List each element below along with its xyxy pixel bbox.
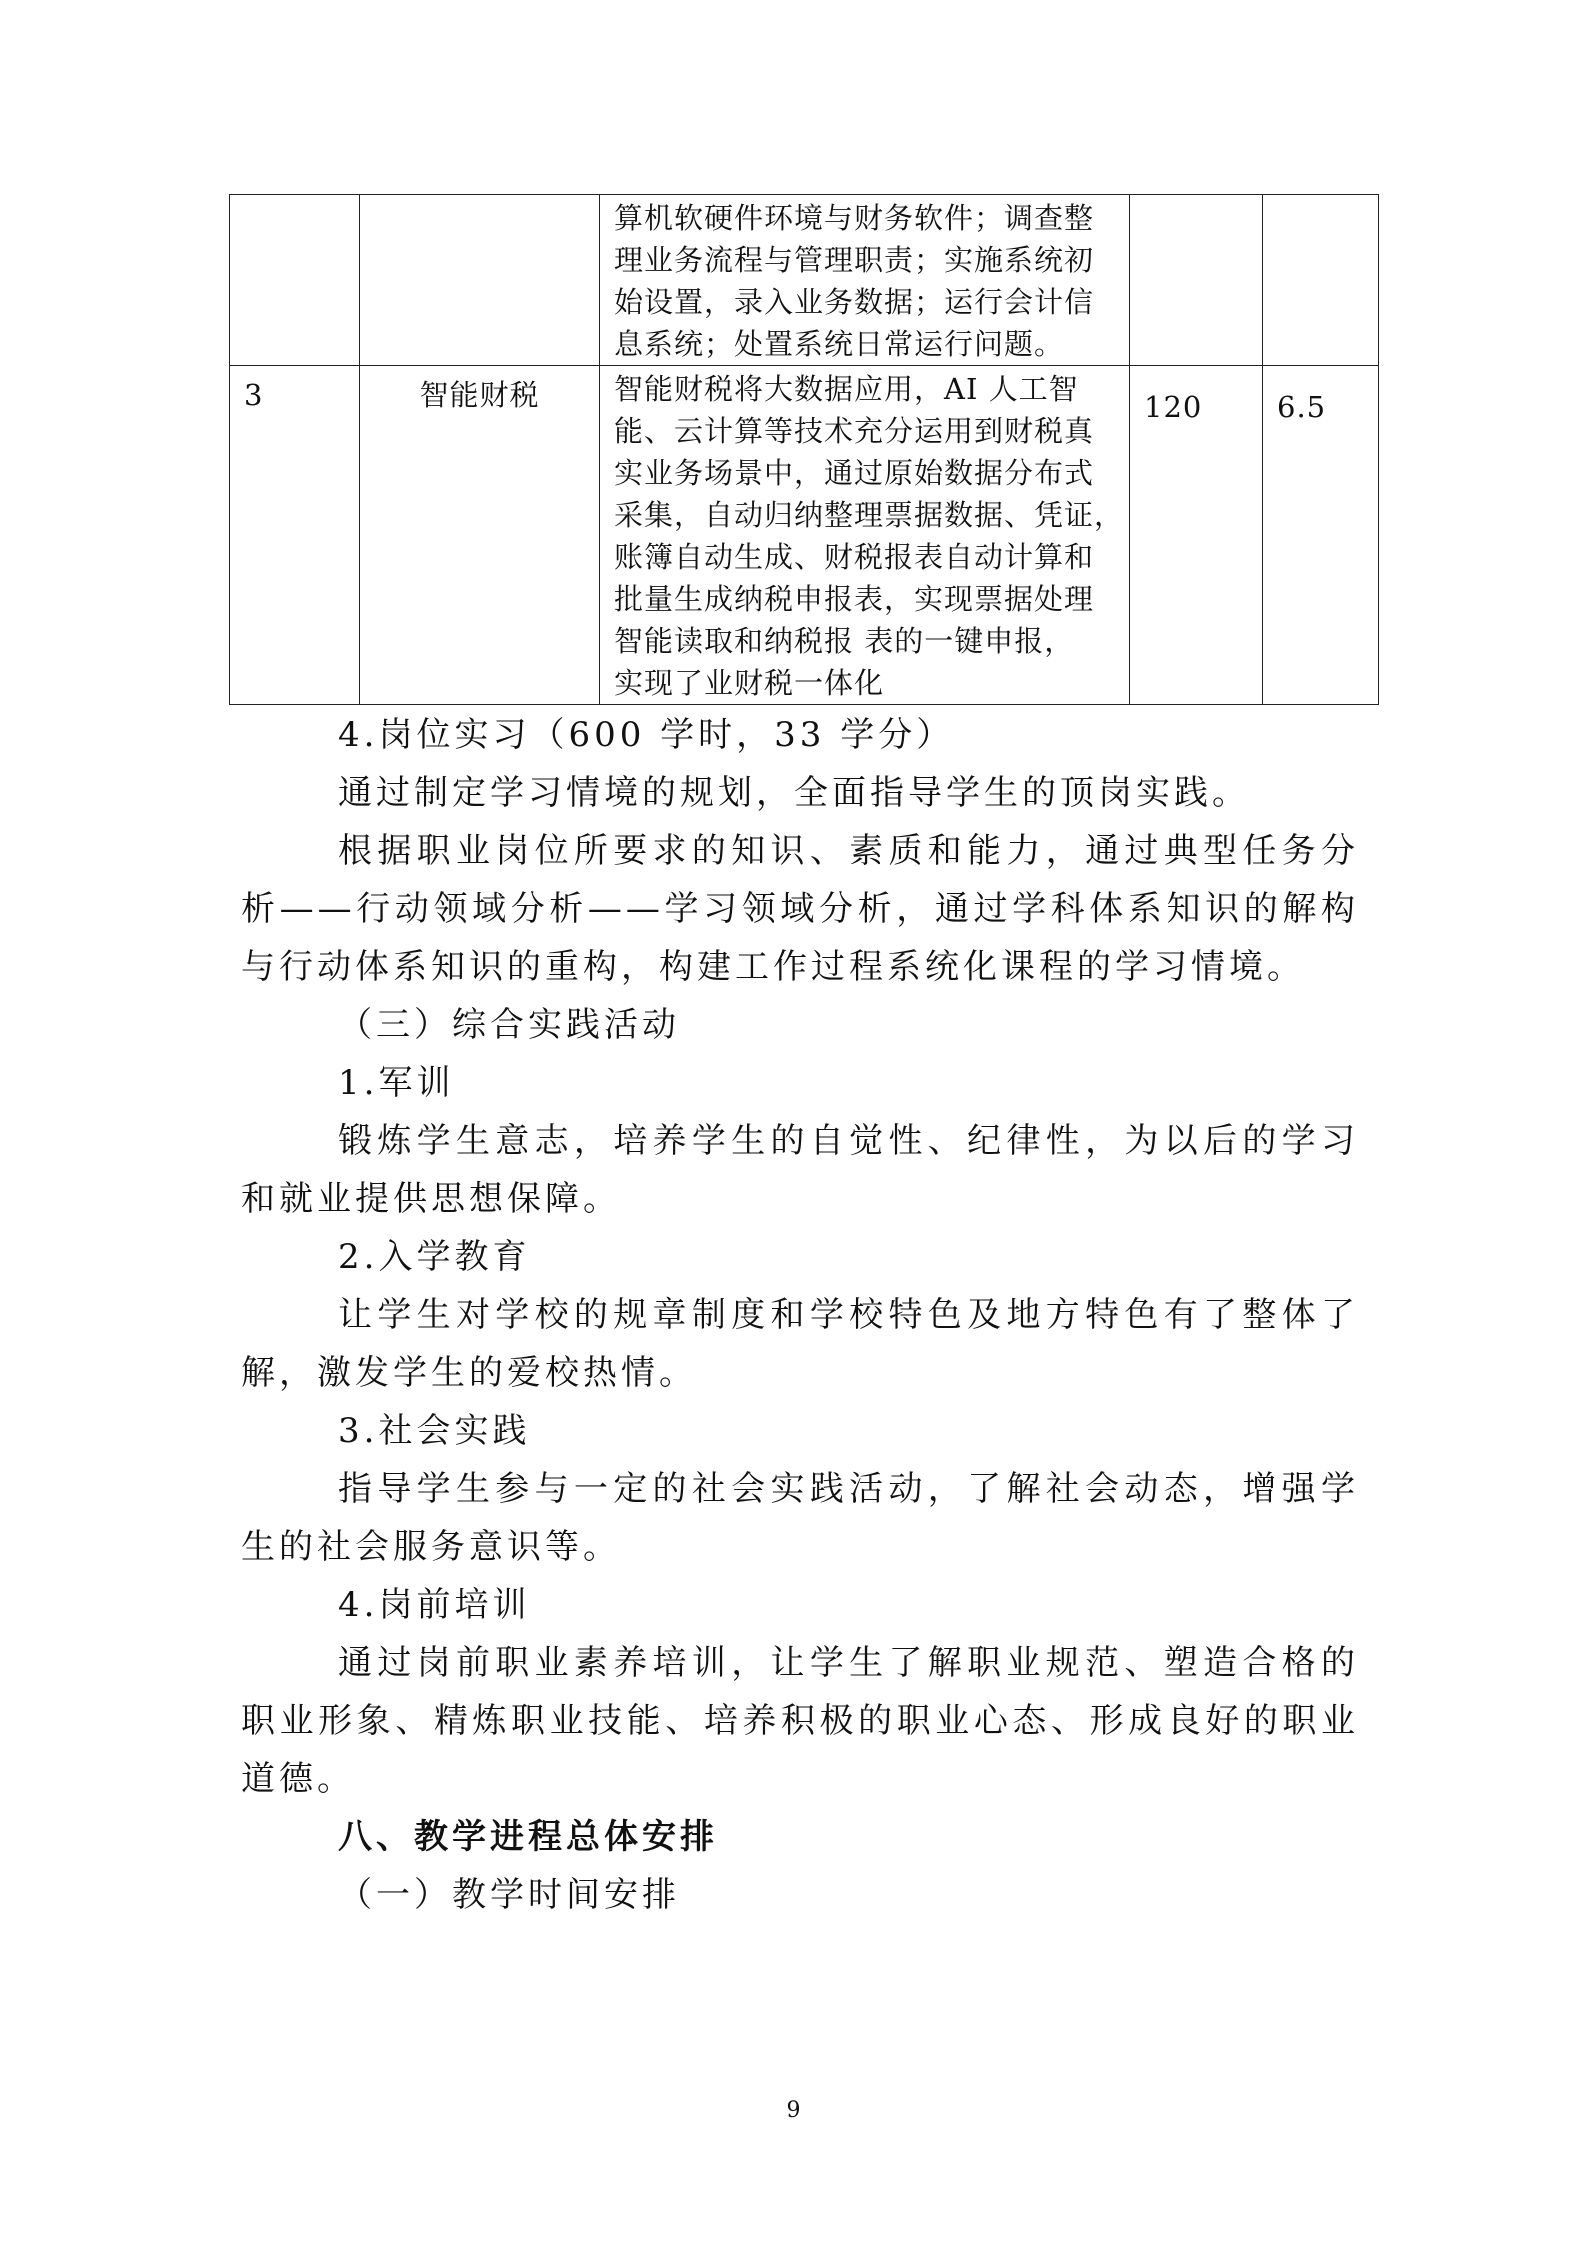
orientation-heading: 2.入学教育 [338, 1237, 531, 1277]
orientation-paragraph: 让学生对学校的规章制度和学校特色及地方特色有了整体了解，激发学生的爱校热情。 [241, 1295, 1359, 1393]
section-heading-practice: （三）综合实践活动 [338, 1005, 680, 1045]
course-number-cell: 3 [230, 366, 360, 705]
description-line: 智能财税将大数据应用，AI 人工智 [614, 372, 1079, 406]
course-hours-cell: 120 [1130, 366, 1263, 705]
internship-heading: 4.岗位实习（600 学时，33 学分） [338, 715, 955, 755]
course-description-cell [600, 366, 1130, 705]
course-name-cell [360, 195, 600, 366]
social-practice-paragraph: 指导学生参与一定的社会实践活动，了解社会动态，增强学生的社会服务意识等。 [241, 1469, 1359, 1567]
table-row [230, 195, 1379, 366]
description-line: 实现了业财税一体化 [614, 666, 885, 700]
page-number: 9 [786, 2098, 801, 2123]
description-line: 采集，自动归纳整理票据数据、凭证， [614, 498, 1125, 532]
description-line: 算机软硬件环境与财务软件；调查整 [614, 201, 1095, 235]
table-row [230, 366, 1379, 705]
pre-job-training-heading: 4.岗前培训 [338, 1585, 531, 1625]
military-training-paragraph: 锻炼学生意志，培养学生的自觉性、纪律性，为以后的学习和就业提供思想保障。 [241, 1121, 1359, 1219]
description-line: 账簿自动生成、财税报表自动计算和 [614, 540, 1095, 574]
body-content [241, 706, 1359, 1924]
internship-paragraph-2: 根据职业岗位所要求的知识、素质和能力，通过典型任务分析——行动领域分析——学习领域分析，通过学科体系知识的解构与行动体系知识的重构，构建工作过程系统化课程的学习情境。 [241, 831, 1359, 987]
course-credits-cell: 6.5 [1263, 366, 1379, 705]
course-table [229, 194, 1379, 705]
course-hours-cell [1130, 195, 1263, 366]
internship-paragraph-1: 通过制定学习情境的规划，全面指导学生的顶岗实践。 [338, 773, 1250, 813]
section-heading-schedule: （一）教学时间安排 [338, 1875, 680, 1915]
course-name-cell: 智能财税 [360, 366, 600, 705]
description-line: 始设置，录入业务数据；运行会计信 [614, 285, 1095, 319]
course-description-cell [600, 195, 1130, 366]
social-practice-heading: 3.社会实践 [338, 1411, 531, 1451]
chapter-heading: 八、教学进程总体安排 [338, 1817, 718, 1857]
description-line: 理业务流程与管理职责；实施系统初 [614, 243, 1095, 277]
description-line: 实业务场景中，通过原始数据分布式 [614, 456, 1095, 490]
course-credits-cell [1263, 195, 1379, 366]
description-line: 能、云计算等技术充分运用到财税真 [614, 414, 1095, 448]
description-line: 息系统；处置系统日常运行问题。 [614, 327, 1065, 361]
description-line: 智能读取和纳税报 表的一键申报， [614, 624, 1075, 658]
pre-job-training-paragraph: 通过岗前职业素养培训，让学生了解职业规范、塑造合格的职业形象、精炼职业技能、培养积极的职业心态、形成良好的职业道德。 [241, 1643, 1359, 1799]
course-number-cell [230, 195, 360, 366]
military-training-heading: 1.军训 [338, 1063, 455, 1103]
description-line: 批量生成纳税申报表，实现票据处理 [614, 582, 1095, 616]
